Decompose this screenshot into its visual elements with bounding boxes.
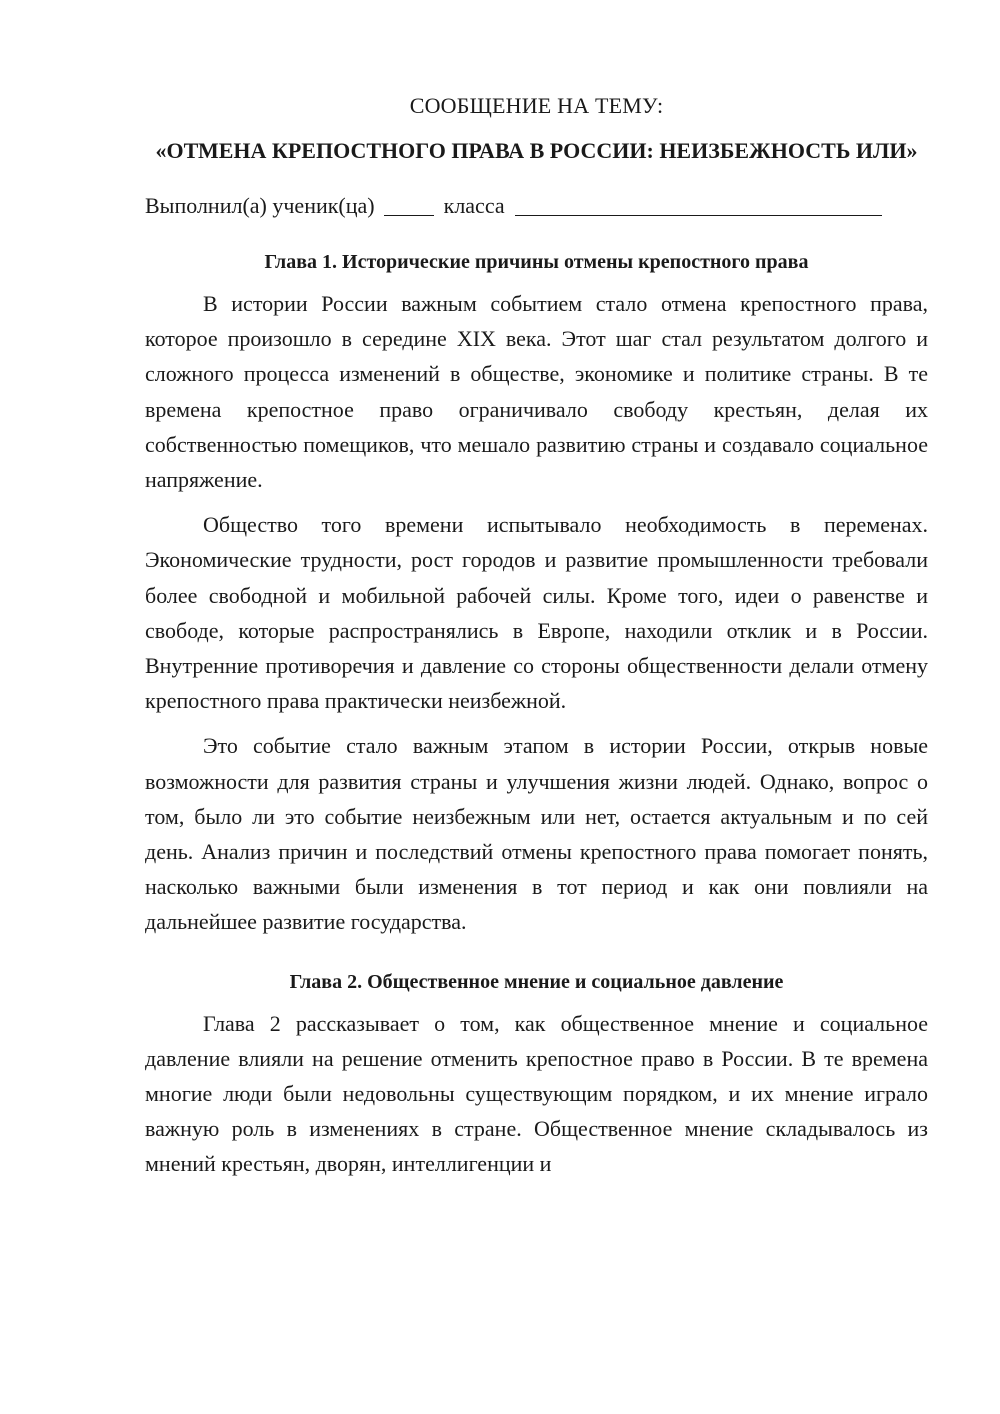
author-line xyxy=(145,190,928,221)
chapter-1-paragraph: В истории России важным событием стало отмена крепостного права, которое произошло в середине XIX века. Этот шаг стал результатом долгого и сложного процесса изменений в обществе, экономике и политике страны. В те времена крепостное право ограничивало свободу крестьян, делая их собственностью помещиков, что мешало развитию страны и создавало социальное напряжение. xyxy=(145,291,928,493)
report-label: СООБЩЕНИЕ НА ТЕМУ: xyxy=(409,93,664,118)
chapter-2-heading: Глава 2. Общественное мнение и социальное давление xyxy=(289,970,784,993)
author-prefix: Выполнил(а) ученик(ца) xyxy=(145,193,375,218)
author-class-label: класса xyxy=(443,193,505,218)
chapter-1-paragraph: Это событие стало важным этапом в истории России, открыв новые возможности для развития страны и улучшения жизни людей. Однако, вопрос о том, было ли это событие неизбежным или нет, остается актуальным и по сей день. Анализ причин и последствий отмены крепостного права помогает понять, насколько важными были изменения в тот период и как они повлияли на дальнейшее развитие государства. xyxy=(145,733,928,935)
chapter-1-heading: Глава 1. Исторические причины отмены крепостного права xyxy=(264,251,809,273)
chapter-1-paragraph: Общество того времени испытывало необходимость в переменах. Экономические трудности, рост городов и развитие промышленности требовали более свободной и мобильной рабочей силы. Кроме того, идеи о равенстве и свободе, которые распространялись в Европе, находили отклик и в России. Внутренние противоречия и давление со стороны общественности делали отмену крепостного права практически неизбежной. xyxy=(145,512,928,714)
class-number-blank xyxy=(384,193,434,216)
document-page xyxy=(145,92,928,1182)
student-name-blank xyxy=(515,193,882,216)
report-title: «ОТМЕНА КРЕПОСТНОГО ПРАВА В РОССИИ: НЕИЗБЕЖНОСТЬ ИЛИ» xyxy=(155,138,918,163)
chapter-2-paragraph: Глава 2 рассказывает о том, как общественное мнение и социальное давление влияли на решение отменить крепостное право в России. В те времена многие люди были недовольны существующим порядком, и их мнение играло важную роль в изменениях в стране. Общественное мнение складывалось из мнений крестьян, дворян, интеллигенции и xyxy=(145,1010,928,1177)
